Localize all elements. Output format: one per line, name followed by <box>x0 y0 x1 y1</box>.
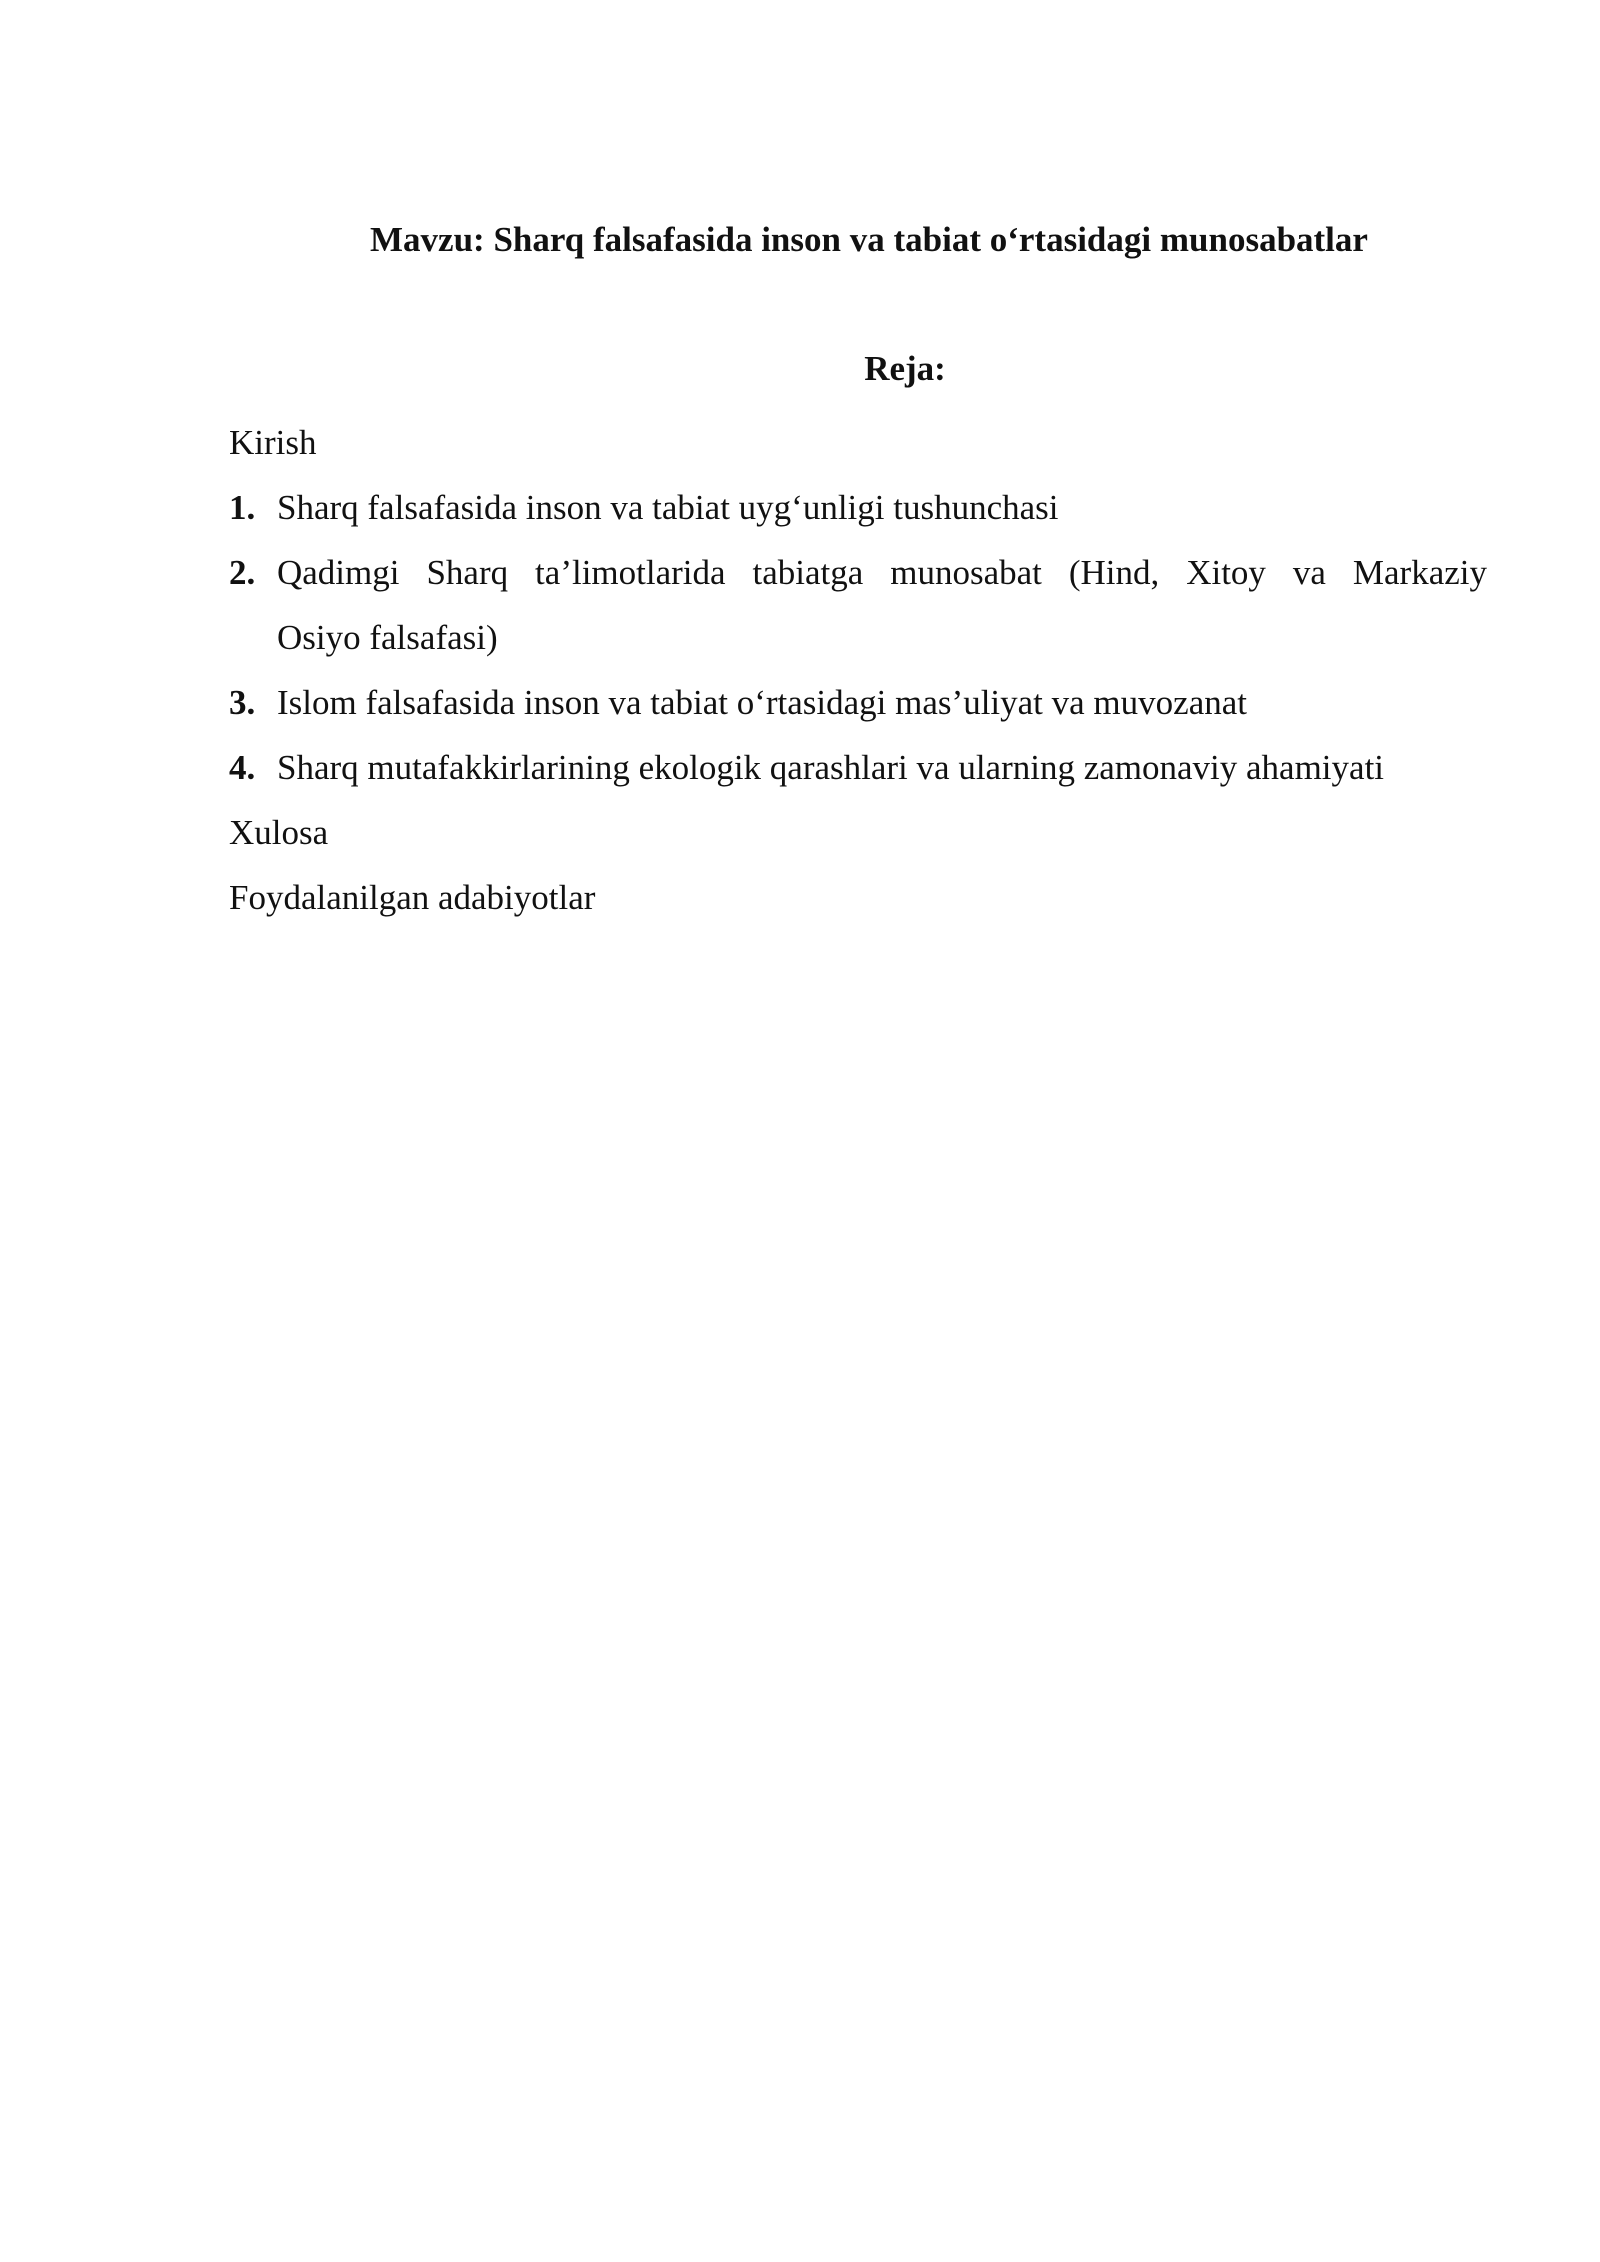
plan-item-number: 4. <box>229 748 256 787</box>
plan-item-text-line: Qadimgi Sharq ta’limotlarida tabiatga munosabat (Hind, Xitoy va Markaziy <box>277 553 1487 592</box>
document-title: Mavzu: Sharq falsafasida inson va tabiat o‘rtasidagi munosabatlar <box>370 220 1368 259</box>
plan-item-text: Sharq mutafakkirlarining ekologik qarashlari va ularning zamonaviy ahamiyati <box>277 748 1385 787</box>
plan-item-number: 3. <box>229 683 256 722</box>
plan-heading: Reja: <box>864 349 946 388</box>
plan-list <box>229 410 1487 930</box>
plan-item-text: Sharq falsafasida inson va tabiat uyg‘unligi tushunchasi <box>277 488 1059 527</box>
plan-item-4 <box>229 735 1487 800</box>
plan-item-text <box>277 540 1487 670</box>
plan-intro: Kirish <box>229 423 317 462</box>
plan-item-number: 2. <box>229 553 256 592</box>
plan-item-text: Islom falsafasida inson va tabiat o‘rtasidagi mas’uliyat va muvozanat <box>277 683 1247 722</box>
plan-item-2 <box>229 540 1487 670</box>
plan-item-number: 1. <box>229 488 256 527</box>
plan-item-3 <box>229 670 1487 735</box>
plan-item-text-line: Osiyo falsafasi) <box>277 618 498 657</box>
plan-conclusion: Xulosa <box>229 813 329 852</box>
plan-item-1 <box>229 475 1487 540</box>
plan-references: Foydalanilgan adabiyotlar <box>229 878 596 917</box>
